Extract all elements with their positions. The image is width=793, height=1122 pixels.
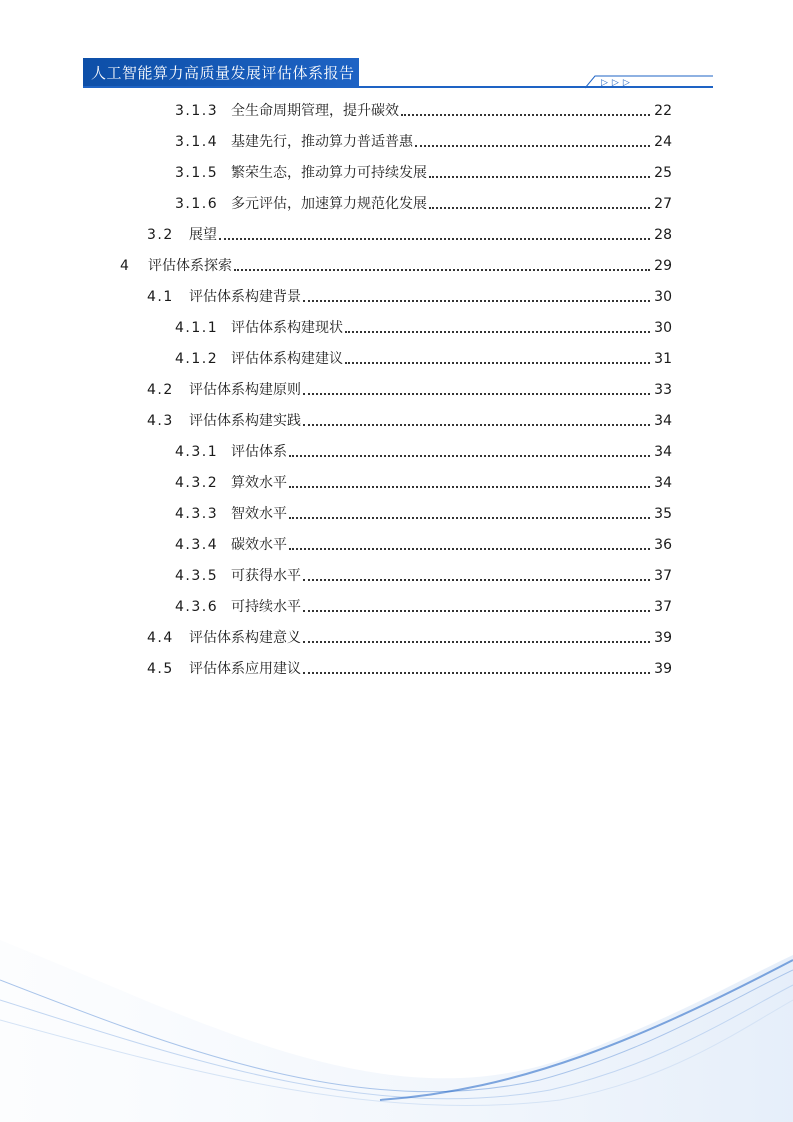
toc-page-number: 35 bbox=[654, 506, 672, 522]
toc-leader-dots bbox=[289, 455, 650, 457]
toc-entry[interactable] bbox=[147, 287, 672, 307]
toc-entry[interactable] bbox=[175, 318, 672, 338]
toc-entry[interactable] bbox=[175, 101, 672, 121]
toc-leader-dots bbox=[429, 207, 650, 209]
toc-page-number: 30 bbox=[654, 289, 672, 305]
toc-leader-dots bbox=[303, 641, 650, 643]
toc-number: 4.2 bbox=[147, 382, 174, 398]
toc-number: 4.4 bbox=[147, 630, 174, 646]
toc-entry[interactable] bbox=[175, 504, 672, 524]
toc-page-number: 22 bbox=[654, 103, 672, 119]
toc-entry[interactable] bbox=[147, 659, 672, 679]
toc-title: 评估体系 bbox=[231, 444, 287, 460]
toc-leader-dots bbox=[289, 548, 650, 550]
toc-page-number: 28 bbox=[654, 227, 672, 243]
toc-title: 多元评估，加速算力规范化发展 bbox=[231, 196, 427, 212]
toc-number: 3.1.4 bbox=[175, 134, 219, 150]
toc-entry[interactable] bbox=[147, 628, 672, 648]
toc-title: 智效水平 bbox=[231, 506, 287, 522]
toc-leader-dots bbox=[289, 486, 650, 488]
toc-number: 4.3.4 bbox=[175, 537, 219, 553]
toc-page-number: 37 bbox=[654, 568, 672, 584]
toc-entry[interactable] bbox=[175, 349, 672, 369]
toc-title: 评估体系构建现状 bbox=[231, 320, 343, 336]
toc-title: 评估体系构建实践 bbox=[189, 413, 301, 429]
toc-number: 3.2 bbox=[147, 227, 174, 243]
toc-number: 4.3.1 bbox=[175, 444, 219, 460]
toc-entry[interactable] bbox=[147, 411, 672, 431]
toc-entry[interactable] bbox=[175, 194, 672, 214]
toc-entry[interactable] bbox=[175, 442, 672, 462]
toc-leader-dots bbox=[219, 238, 650, 240]
toc-page-number: 29 bbox=[654, 258, 672, 274]
toc-title: 评估体系探索 bbox=[148, 258, 232, 274]
toc-page-number: 39 bbox=[654, 661, 672, 677]
toc-leader-dots bbox=[303, 672, 650, 674]
arrow-icons: ▷▷▷ bbox=[601, 78, 634, 88]
toc-leader-dots bbox=[345, 362, 650, 364]
toc-title: 基建先行，推动算力普适普惠 bbox=[231, 134, 413, 150]
toc-number: 4.3.3 bbox=[175, 506, 219, 522]
toc-page-number: 27 bbox=[654, 196, 672, 212]
toc-number: 3.1.6 bbox=[175, 196, 219, 212]
toc-entry[interactable] bbox=[175, 132, 672, 152]
toc-page-number: 34 bbox=[654, 444, 672, 460]
toc-page-number: 30 bbox=[654, 320, 672, 336]
toc-number: 4.1.2 bbox=[175, 351, 219, 367]
toc-title: 可获得水平 bbox=[231, 568, 301, 584]
toc-leader-dots bbox=[401, 114, 650, 116]
toc-title: 评估体系构建背景 bbox=[189, 289, 301, 305]
toc-number: 3.1.3 bbox=[175, 103, 219, 119]
toc-entry[interactable] bbox=[147, 225, 672, 245]
toc-page-number: 36 bbox=[654, 537, 672, 553]
toc-page-number: 34 bbox=[654, 413, 672, 429]
toc-title: 可持续水平 bbox=[231, 599, 301, 615]
toc-title: 碳效水平 bbox=[231, 537, 287, 553]
toc-leader-dots bbox=[303, 610, 650, 612]
toc-leader-dots bbox=[429, 176, 650, 178]
toc-title: 评估体系构建建议 bbox=[231, 351, 343, 367]
toc-number: 4.3.2 bbox=[175, 475, 219, 491]
toc-entry[interactable] bbox=[175, 535, 672, 555]
toc-number: 4.3.5 bbox=[175, 568, 219, 584]
toc-title: 评估体系构建原则 bbox=[189, 382, 301, 398]
toc-title: 算效水平 bbox=[231, 475, 287, 491]
toc-page-number: 31 bbox=[654, 351, 672, 367]
toc-number: 4 bbox=[120, 258, 131, 274]
toc-leader-dots bbox=[303, 393, 650, 395]
toc-leader-dots bbox=[303, 579, 650, 581]
toc-title: 评估体系应用建议 bbox=[189, 661, 301, 677]
toc-title: 全生命周期管理，提升碳效 bbox=[231, 103, 399, 119]
toc-number: 4.1 bbox=[147, 289, 174, 305]
toc-title: 展望 bbox=[189, 227, 217, 243]
toc-entry[interactable] bbox=[120, 256, 672, 276]
toc-entry[interactable] bbox=[175, 566, 672, 586]
toc-page-number: 37 bbox=[654, 599, 672, 615]
toc-leader-dots bbox=[303, 300, 650, 302]
toc-page-number: 24 bbox=[654, 134, 672, 150]
toc-entry[interactable] bbox=[175, 473, 672, 493]
toc-page-number: 39 bbox=[654, 630, 672, 646]
toc-page-number: 34 bbox=[654, 475, 672, 491]
toc-leader-dots bbox=[415, 145, 650, 147]
toc-title: 繁荣生态，推动算力可持续发展 bbox=[231, 165, 427, 181]
toc-page-number: 25 bbox=[654, 165, 672, 181]
header-title: 人工智能算力高质量发展评估体系报告 bbox=[83, 58, 359, 88]
toc-number: 3.1.5 bbox=[175, 165, 219, 181]
toc-leader-dots bbox=[234, 269, 650, 271]
toc-entry[interactable] bbox=[175, 163, 672, 183]
toc-entry[interactable] bbox=[147, 380, 672, 400]
wave-decoration bbox=[0, 900, 793, 1122]
toc-leader-dots bbox=[303, 424, 650, 426]
toc-entry[interactable] bbox=[175, 597, 672, 617]
toc-number: 4.5 bbox=[147, 661, 174, 677]
toc-page-number: 33 bbox=[654, 382, 672, 398]
toc-leader-dots bbox=[345, 331, 650, 333]
toc-leader-dots bbox=[289, 517, 650, 519]
toc-number: 4.3 bbox=[147, 413, 174, 429]
toc-number: 4.3.6 bbox=[175, 599, 219, 615]
toc-title: 评估体系构建意义 bbox=[189, 630, 301, 646]
toc-number: 4.1.1 bbox=[175, 320, 219, 336]
